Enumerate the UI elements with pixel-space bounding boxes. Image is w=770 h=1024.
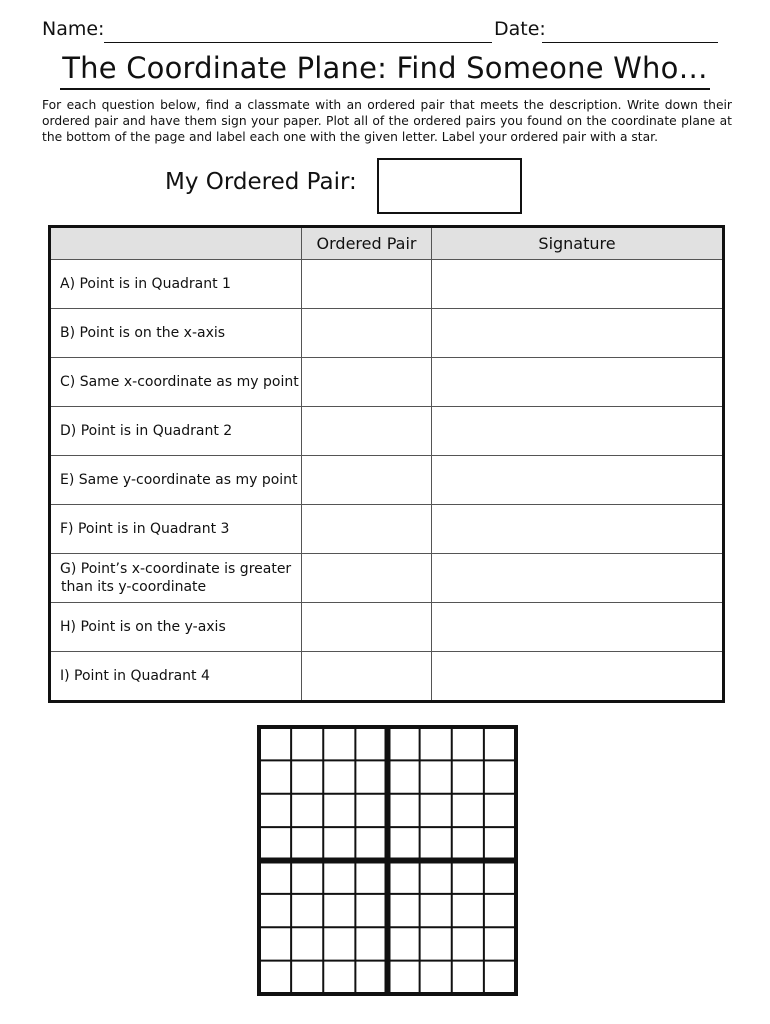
table-row xyxy=(50,505,724,554)
date-field[interactable] xyxy=(542,42,718,43)
ordered-pair-cell[interactable] xyxy=(302,358,432,407)
ordered-pair-cell[interactable] xyxy=(302,309,432,358)
table-row xyxy=(50,260,724,309)
name-field[interactable] xyxy=(104,42,492,43)
coordinate-grid[interactable] xyxy=(257,725,518,996)
table-row xyxy=(50,407,724,456)
ordered-pair-cell[interactable] xyxy=(302,505,432,554)
page-title-wrap xyxy=(0,50,770,90)
table-row xyxy=(50,554,724,603)
row-description: H) Point is on the y-axis xyxy=(50,603,302,652)
signature-cell[interactable] xyxy=(432,603,724,652)
row-description: B) Point is on the x-axis xyxy=(50,309,302,358)
ordered-pair-cell[interactable] xyxy=(302,652,432,702)
my-ordered-pair xyxy=(165,157,525,213)
row-description: G) Point’s x-coordinate is greater than its y-coordinate xyxy=(50,554,302,603)
ordered-pair-cell[interactable] xyxy=(302,260,432,309)
table-row xyxy=(50,309,724,358)
row-description: A) Point is in Quadrant 1 xyxy=(50,260,302,309)
row-description: I) Point in Quadrant 4 xyxy=(50,652,302,702)
instructions: For each question below, find a classmate with an ordered pair that meets the description. Write down their ordered pair and have them sign your paper. Plot all of the ordered pairs you found on the coordinate plane at the bottom of the page and label each one with the given letter. Label your ordered pair with a star. xyxy=(42,98,732,144)
signature-cell[interactable] xyxy=(432,554,724,603)
ordered-pair-cell[interactable] xyxy=(302,603,432,652)
signature-cell[interactable] xyxy=(432,505,724,554)
row-description: C) Same x-coordinate as my point xyxy=(50,358,302,407)
date-label: Date: xyxy=(494,18,546,40)
signature-cell[interactable] xyxy=(432,260,724,309)
signature-cell[interactable] xyxy=(432,309,724,358)
ordered-pair-cell[interactable] xyxy=(302,554,432,603)
row-description: D) Point is in Quadrant 2 xyxy=(50,407,302,456)
coordinate-plane[interactable] xyxy=(257,725,518,996)
ordered-pair-cell[interactable] xyxy=(302,407,432,456)
signature-cell[interactable] xyxy=(432,358,724,407)
table-row xyxy=(50,603,724,652)
table-row xyxy=(50,456,724,505)
row-description: F) Point is in Quadrant 3 xyxy=(50,505,302,554)
header-description xyxy=(50,227,302,260)
ordered-pair-cell[interactable] xyxy=(302,456,432,505)
signature-cell[interactable] xyxy=(432,407,724,456)
my-ordered-pair-box[interactable] xyxy=(377,158,522,214)
table-header-row xyxy=(50,227,724,260)
signature-cell[interactable] xyxy=(432,652,724,702)
page-title: The Coordinate Plane: Find Someone Who… xyxy=(60,50,710,90)
name-label: Name: xyxy=(42,18,105,40)
my-ordered-pair-label: My Ordered Pair: xyxy=(165,169,357,195)
header-ordered-pair: Ordered Pair xyxy=(302,227,432,260)
table-row xyxy=(50,358,724,407)
name-date-header xyxy=(42,16,722,46)
find-someone-who-table xyxy=(48,225,725,703)
signature-cell[interactable] xyxy=(432,456,724,505)
header-signature: Signature xyxy=(432,227,724,260)
row-description: E) Same y-coordinate as my point xyxy=(50,456,302,505)
table-row xyxy=(50,652,724,702)
